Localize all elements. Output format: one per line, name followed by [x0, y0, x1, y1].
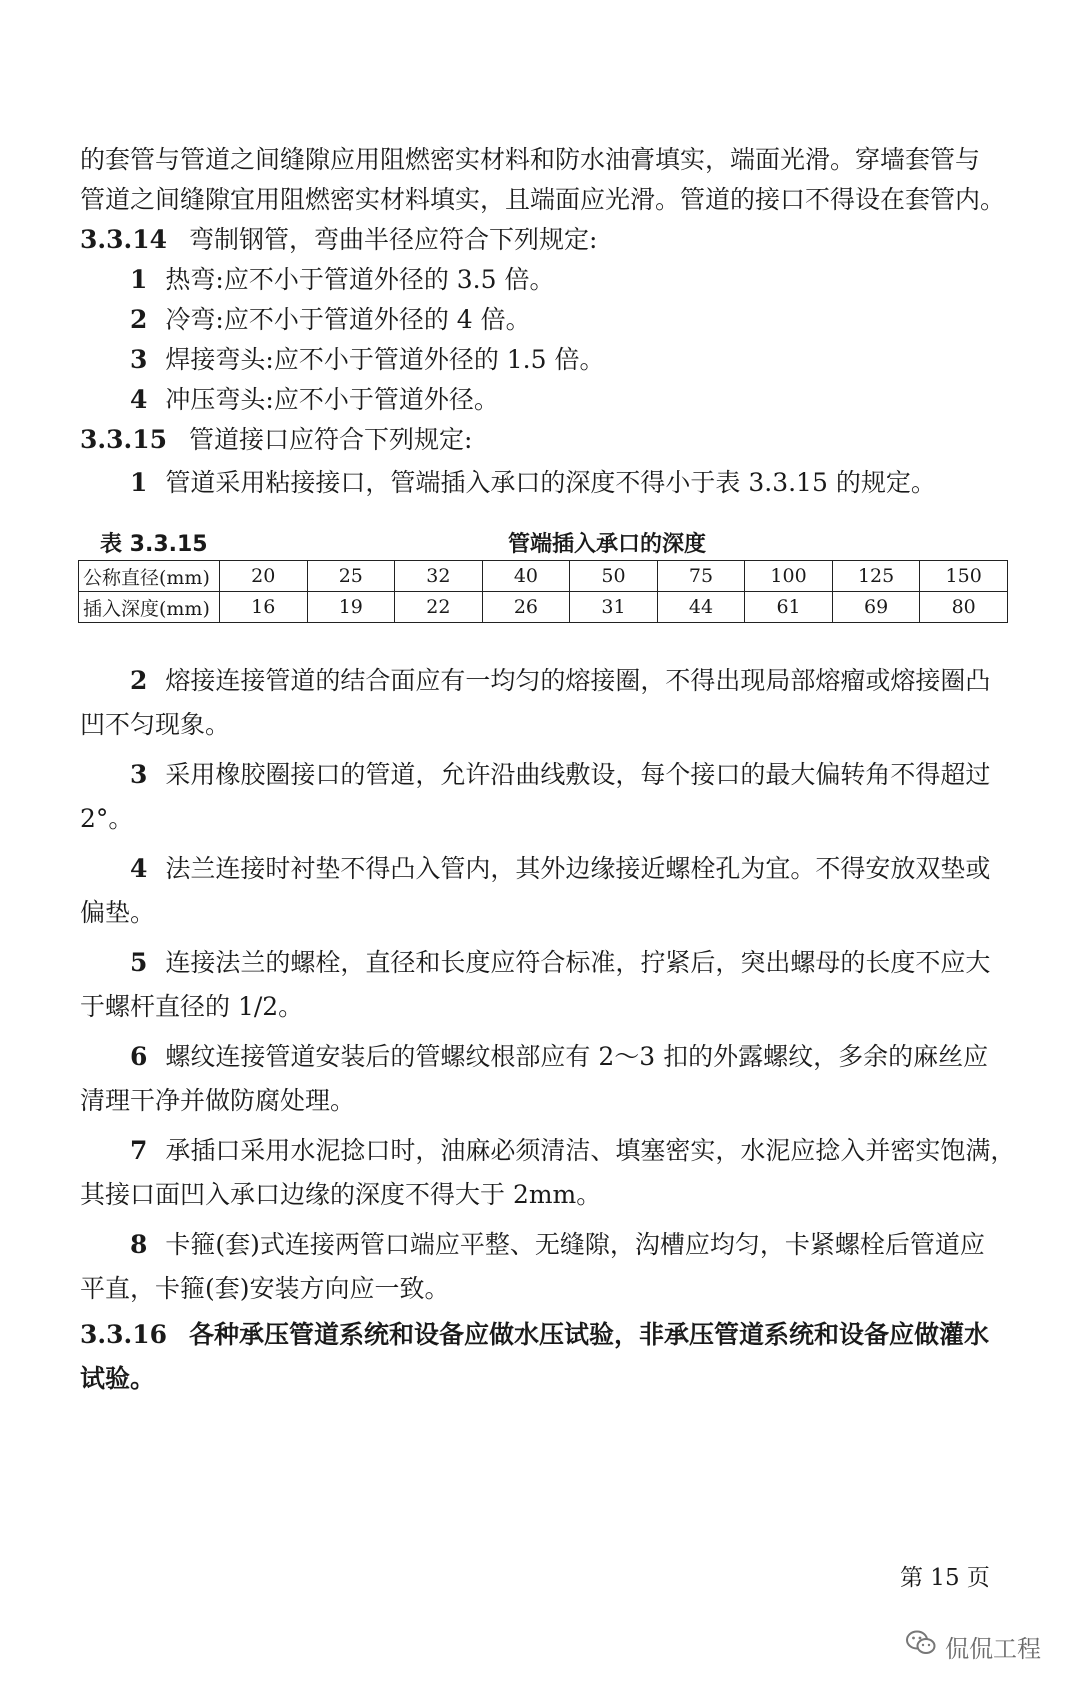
table-cell: 16 — [220, 592, 308, 623]
table-cell: 69 — [832, 592, 920, 623]
clause-3-3-15 — [80, 425, 1005, 455]
item-text: 管道采用粘接接口，管端插入承口的深度不得小于表 3.3.15 的规定。 — [165, 468, 936, 497]
table-cell: 31 — [570, 592, 658, 623]
clause-number: 3.3.16 — [80, 1320, 167, 1349]
list-item — [130, 345, 1005, 375]
clause-number: 3.3.14 — [80, 225, 167, 254]
list-item — [130, 468, 1005, 498]
table-cell: 32 — [395, 561, 483, 592]
item-number: 1 — [130, 468, 148, 497]
item-continuation: 凹不匀现象。 — [80, 710, 231, 739]
paragraph-line: 管道之间缝隙宜用阻燃密实材料填实，且端面应光滑。管道的接口不得设在套管内。 — [80, 185, 1006, 214]
item-number: 1 — [130, 265, 148, 294]
list-item — [130, 760, 1005, 790]
item-number: 2 — [130, 305, 148, 334]
list-item — [130, 265, 1005, 295]
item-number: 3 — [130, 760, 148, 789]
item-text: 连接法兰的螺栓，直径和长度应符合标准，拧紧后，突出螺母的长度不应大 — [165, 948, 991, 977]
table-cell: 20 — [220, 561, 308, 592]
item-text: 卡箍(套)式连接两管口端应平整、无缝隙，沟槽应均匀，卡紧螺栓后管道应 — [165, 1230, 985, 1259]
item-text: 法兰连接时衬垫不得凸入管内，其外边缘接近螺栓孔为宜。不得安放双垫或 — [165, 854, 991, 883]
clause-3-3-14 — [80, 225, 1005, 255]
item-text: 焊接弯头:应不小于管道外径的 1.5 倍。 — [165, 345, 605, 374]
table-cell: 100 — [745, 561, 833, 592]
item-number: 4 — [130, 854, 148, 883]
item-number: 8 — [130, 1230, 148, 1259]
clause-text: 弯制钢管，弯曲半径应符合下列规定: — [189, 225, 598, 254]
item-continuation: 2°。 — [80, 804, 134, 833]
table-cell: 26 — [482, 592, 570, 623]
item-text: 采用橡胶圈接口的管道，允许沿曲线敷设，每个接口的最大偏转角不得超过 — [165, 760, 991, 789]
list-item — [130, 1042, 1005, 1072]
wechat-icon — [905, 1629, 937, 1663]
clause-text: 管道接口应符合下列规定: — [189, 425, 473, 454]
item-text: 螺纹连接管道安装后的管螺纹根部应有 2～3 扣的外露螺纹，多余的麻丝应 — [165, 1042, 989, 1071]
list-item — [130, 854, 1005, 884]
table-row — [79, 561, 1008, 592]
table-cell: 40 — [482, 561, 570, 592]
clause-3-3-16 — [80, 1320, 1005, 1350]
item-text: 冲压弯头:应不小于管道外径。 — [165, 385, 499, 414]
row-header: 插入深度(mm) — [79, 592, 220, 623]
table-number: 表 3.3.15 — [100, 532, 208, 557]
table-cell: 150 — [920, 561, 1008, 592]
clause-number: 3.3.15 — [80, 425, 167, 454]
table-cell: 22 — [395, 592, 483, 623]
item-continuation: 于螺杆直径的 1/2。 — [80, 992, 304, 1021]
page-number: 第 15 页 — [900, 1565, 990, 1591]
item-number: 6 — [130, 1042, 148, 1071]
table-cell: 80 — [920, 592, 1008, 623]
item-number: 5 — [130, 948, 148, 977]
watermark-text: 侃侃工程 — [945, 1634, 1041, 1663]
insertion-depth-table — [78, 560, 1008, 623]
item-text: 承插口采用水泥捻口时，油麻必须清洁、填塞密实，水泥应捻入并密实饱满， — [165, 1136, 1016, 1165]
list-item — [130, 948, 1005, 978]
item-continuation: 其接口面凹入承口边缘的深度不得大于 2mm。 — [80, 1180, 602, 1209]
list-item — [130, 666, 1005, 696]
item-text: 熔接连接管道的结合面应有一均匀的熔接圈，不得出现局部熔瘤或熔接圈凸 — [165, 666, 991, 695]
table-cell: 125 — [832, 561, 920, 592]
table-cell: 61 — [745, 592, 833, 623]
paragraph-line: 的套管与管道之间缝隙应用阻燃密实材料和防水油膏填实，端面光滑。穿墙套管与 — [80, 145, 981, 174]
table-cell: 44 — [657, 592, 745, 623]
watermark — [905, 1626, 1041, 1666]
item-number: 3 — [130, 345, 148, 374]
item-number: 4 — [130, 385, 148, 414]
list-item — [130, 1230, 1005, 1260]
list-item — [130, 385, 1005, 415]
row-header: 公称直径(mm) — [79, 561, 220, 592]
list-item — [130, 305, 1005, 335]
item-text: 冷弯:应不小于管道外径的 4 倍。 — [165, 305, 531, 334]
table-row — [79, 592, 1008, 623]
table-cell: 25 — [307, 561, 395, 592]
table-cell: 75 — [657, 561, 745, 592]
clause-continuation: 试验。 — [80, 1364, 156, 1393]
table-caption — [100, 530, 1005, 560]
table-cell: 50 — [570, 561, 658, 592]
table-title: 管端插入承口的深度 — [508, 532, 707, 557]
item-continuation: 平直，卡箍(套)安装方向应一致。 — [80, 1274, 450, 1303]
item-text: 热弯:应不小于管道外径的 3.5 倍。 — [165, 265, 555, 294]
item-continuation: 清理干净并做防腐处理。 — [80, 1086, 356, 1115]
item-continuation: 偏垫。 — [80, 898, 156, 927]
list-item — [130, 1136, 1016, 1166]
clause-text: 各种承压管道系统和设备应做水压试验，非承压管道系统和设备应做灌水 — [189, 1320, 990, 1349]
table-cell: 19 — [307, 592, 395, 623]
item-number: 7 — [130, 1136, 148, 1165]
item-number: 2 — [130, 666, 148, 695]
